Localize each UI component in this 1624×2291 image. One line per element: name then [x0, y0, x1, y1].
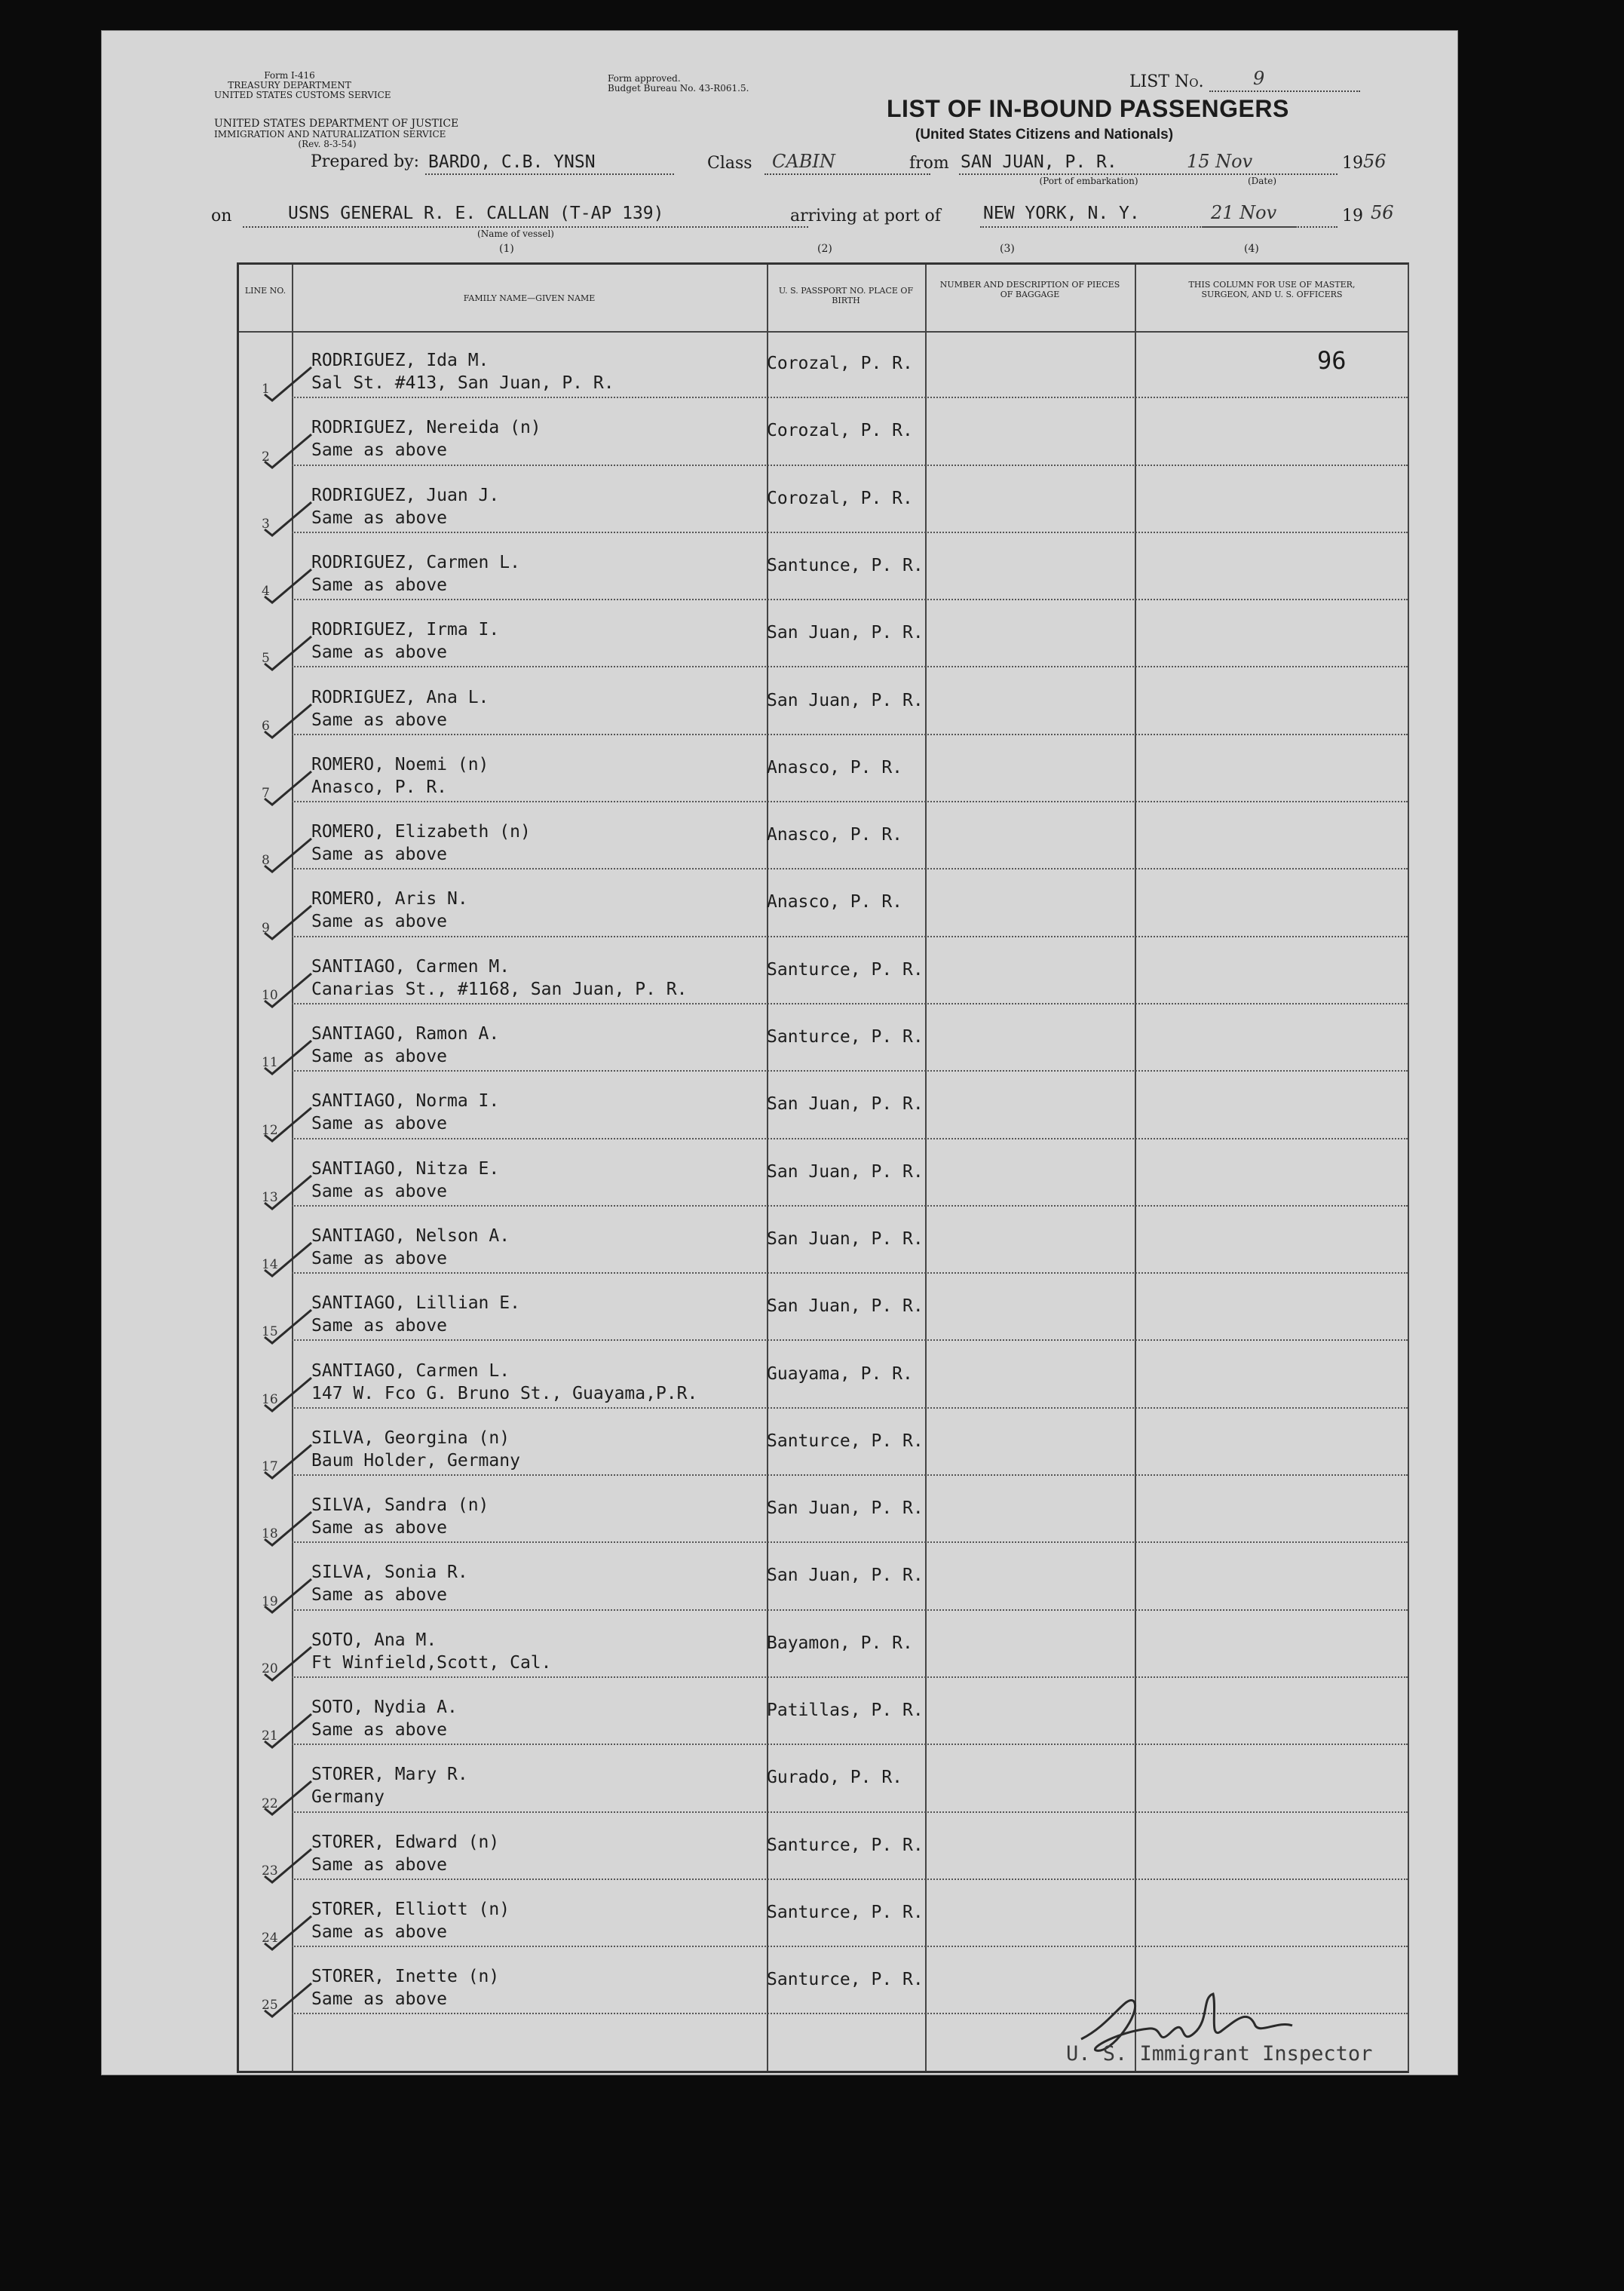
- place-of-birth: Santurce, P. R.: [767, 1431, 924, 1451]
- table-row: [239, 600, 1408, 667]
- table-row: [239, 1611, 1408, 1678]
- table-row: [239, 668, 1408, 735]
- revision-date: (Rev. 8-3-54): [298, 139, 357, 149]
- form-approved: Form approved.: [608, 73, 681, 84]
- line-number: 14: [262, 1257, 278, 1273]
- passenger-name: RODRIGUEZ, Nereida (n): [311, 418, 541, 438]
- class-line: [765, 173, 930, 175]
- prepared-by-line: [425, 173, 674, 175]
- class-value: CABIN: [772, 151, 835, 172]
- line-number: 5: [262, 651, 270, 667]
- check-mark-icon: [262, 768, 314, 806]
- passenger-address: Same as above: [311, 1047, 448, 1066]
- passenger-name: SILVA, Georgina (n): [311, 1428, 510, 1448]
- check-mark-icon: [262, 1105, 314, 1142]
- passenger-name: RODRIGUEZ, Ida M.: [311, 351, 489, 370]
- ins-service: IMMIGRATION AND NATURALIZATION SERVICE: [214, 129, 446, 140]
- passenger-address: Same as above: [311, 912, 448, 932]
- place-of-birth: Bayamon, P. R.: [767, 1633, 913, 1653]
- passenger-name: STORER, Elliott (n): [311, 1899, 510, 1919]
- arrival-date-line: [1202, 226, 1338, 228]
- place-of-birth: Guayama, P. R.: [767, 1363, 913, 1384]
- passenger-table: [237, 262, 1409, 2073]
- place-of-birth: Patillas, P. R.: [767, 1701, 924, 1720]
- passenger-address: Same as above: [311, 643, 448, 663]
- passenger-address: Canarias St., #1168, San Juan, P. R.: [311, 979, 688, 999]
- passenger-address: Same as above: [311, 1921, 448, 1942]
- passenger-address: Same as above: [311, 1181, 448, 1201]
- check-mark-icon: [262, 1711, 314, 1749]
- passenger-address: Same as above: [311, 1989, 448, 2010]
- table-row: [239, 331, 1408, 398]
- line-number: 23: [262, 1863, 278, 1878]
- passenger-name: STORER, Inette (n): [311, 1967, 500, 1987]
- arriving-label: arriving at port of: [790, 207, 941, 225]
- place-of-birth: San Juan, P. R.: [767, 623, 924, 643]
- inspector-stamp: U. S. Immigrant Inspector: [1066, 2042, 1373, 2066]
- passenger-address: Same as above: [311, 1114, 448, 1134]
- place-of-birth: Santurce, P. R.: [767, 959, 924, 980]
- header-line-no: LINE NO.: [244, 286, 286, 296]
- place-of-birth: Anasco, P. R.: [767, 892, 903, 912]
- table-row: [239, 1274, 1408, 1341]
- officer-note: 96: [1317, 346, 1347, 375]
- check-mark-icon: [262, 1442, 314, 1480]
- check-mark-icon: [262, 1846, 314, 1884]
- budget-bureau: Budget Bureau No. 43-R061.5.: [608, 83, 749, 94]
- table-row: [239, 1880, 1408, 1947]
- passenger-name: ROMERO, Elizabeth (n): [311, 822, 531, 842]
- column-number-4: (4): [1244, 243, 1259, 255]
- place-of-birth: Gurado, P. R.: [767, 1768, 903, 1788]
- header-officers: THIS COLUMN FOR USE OF MASTER, SURGEON, AND U. S. OFFICERS: [1188, 280, 1356, 299]
- passenger-address: Ft Winfield,Scott, Cal.: [311, 1652, 552, 1673]
- arrival-year-prefix: 19: [1342, 207, 1363, 225]
- agency-block: [214, 70, 391, 100]
- table-row: [239, 1409, 1408, 1476]
- place-of-birth: San Juan, P. R.: [767, 1228, 924, 1249]
- check-mark-icon: [262, 701, 314, 739]
- table-row: [239, 802, 1408, 869]
- table-row: [239, 466, 1408, 533]
- column-number-1: (1): [499, 243, 514, 255]
- depart-year-value: 56: [1363, 151, 1387, 172]
- check-mark-icon: [262, 903, 314, 940]
- check-mark-icon: [262, 1038, 314, 1075]
- place-of-birth: Corozal, P. R.: [767, 354, 913, 373]
- from-label: from: [909, 154, 949, 173]
- passenger-name: SANTIAGO, Ramon A.: [311, 1024, 500, 1044]
- line-number: 20: [262, 1661, 278, 1676]
- place-of-birth: Corozal, P. R.: [767, 421, 913, 441]
- form-number: Form I-416: [264, 70, 315, 81]
- passenger-name: RODRIGUEZ, Irma I.: [311, 620, 500, 640]
- table-row: [239, 1207, 1408, 1274]
- table-row: [239, 1476, 1408, 1543]
- page-title: LIST OF IN-BOUND PASSENGERS: [887, 95, 1289, 122]
- passenger-address: Same as above: [311, 1316, 448, 1336]
- depart-year-prefix: 19: [1342, 154, 1363, 173]
- prepared-by-label: Prepared by:: [311, 152, 420, 171]
- column-number-3: (3): [1000, 243, 1015, 255]
- approval-block: [608, 74, 749, 94]
- check-mark-icon: [262, 1576, 314, 1614]
- passenger-address: Sal St. #413, San Juan, P. R.: [311, 373, 614, 393]
- place-of-birth: Santurce, P. R.: [767, 1835, 924, 1855]
- place-of-birth: Santurce, P. R.: [767, 1970, 924, 1990]
- table-row: [239, 735, 1408, 802]
- passenger-address: Same as above: [311, 575, 448, 595]
- passenger-name: SANTIAGO, Carmen L.: [311, 1360, 510, 1381]
- line-number: 17: [262, 1459, 278, 1475]
- passenger-address: Same as above: [311, 508, 448, 528]
- passenger-address: Baum Holder, Germany: [311, 1450, 520, 1471]
- passenger-address: Same as above: [311, 1585, 448, 1606]
- from-value: SAN JUAN, P. R.: [961, 152, 1117, 172]
- list-no-label: LIST No.: [1129, 72, 1204, 91]
- line-number: 7: [262, 786, 270, 802]
- line-number: 21: [262, 1728, 278, 1744]
- line-number: 10: [262, 987, 278, 1003]
- check-mark-icon: [262, 566, 314, 604]
- passenger-address: 147 W. Fco G. Bruno St., Guayama,P.R.: [311, 1383, 698, 1403]
- passenger-address: Same as above: [311, 1854, 448, 1875]
- line-number: 16: [262, 1391, 278, 1407]
- page-subtitle: (United States Citizens and Nationals): [915, 127, 1174, 143]
- place-of-birth: Santurce, P. R.: [767, 1027, 924, 1047]
- passenger-address: Same as above: [311, 1720, 448, 1740]
- table-row: [239, 1678, 1408, 1745]
- arrival-port-value: NEW YORK, N. Y.: [983, 204, 1140, 223]
- place-of-birth: San Juan, P. R.: [767, 1498, 924, 1519]
- on-label: on: [211, 207, 232, 225]
- place-of-birth: Santunce, P. R.: [767, 555, 924, 575]
- table-row: [239, 1745, 1408, 1812]
- check-mark-icon: [262, 499, 314, 537]
- line-number: 25: [262, 1998, 278, 2013]
- header-name: FAMILY NAME—GIVEN NAME: [463, 293, 596, 303]
- table-row: [239, 533, 1408, 600]
- justice-block: [214, 118, 459, 149]
- passenger-name: SANTIAGO, Norma I.: [311, 1091, 500, 1112]
- passenger-name: RODRIGUEZ, Ana L.: [311, 687, 489, 707]
- passenger-address: Same as above: [311, 440, 448, 461]
- line-number: 22: [262, 1796, 278, 1811]
- passenger-address: Same as above: [311, 1248, 448, 1268]
- check-mark-icon: [262, 1778, 314, 1816]
- place-of-birth: San Juan, P. R.: [767, 1161, 924, 1182]
- table-row: [239, 398, 1408, 465]
- customs-service: UNITED STATES CUSTOMS SERVICE: [214, 90, 391, 100]
- passenger-name: STORER, Mary R.: [311, 1765, 468, 1785]
- passenger-name: ROMERO, Aris N.: [311, 889, 468, 909]
- vessel-value: USNS GENERAL R. E. CALLAN (T-AP 139): [288, 204, 664, 223]
- place-of-birth: Santurce, P. R.: [767, 1902, 924, 1922]
- line-number: 1: [262, 382, 270, 397]
- check-mark-icon: [262, 431, 314, 469]
- line-number: 4: [262, 584, 270, 600]
- date-caption: (Date): [1247, 176, 1277, 186]
- passenger-name: SOTO, Ana M.: [311, 1630, 437, 1650]
- passenger-name: ROMERO, Noemi (n): [311, 754, 489, 774]
- table-row: [239, 1543, 1408, 1610]
- depart-date-line: [1179, 173, 1338, 175]
- passenger-address: Anasco, P. R.: [311, 777, 448, 797]
- class-label: Class: [707, 154, 752, 173]
- place-of-birth: San Juan, P. R.: [767, 1094, 924, 1115]
- passenger-name: SANTIAGO, Nitza E.: [311, 1158, 500, 1179]
- table-row: [239, 937, 1408, 1004]
- justice-dept: UNITED STATES DEPARTMENT OF JUSTICE: [214, 118, 459, 130]
- check-mark-icon: [262, 1173, 314, 1210]
- passenger-name: STORER, Edward (n): [311, 1832, 500, 1852]
- column-number-2: (2): [817, 243, 832, 255]
- check-mark-icon: [262, 836, 314, 873]
- passenger-name: RODRIGUEZ, Carmen L.: [311, 552, 520, 572]
- place-of-birth: Anasco, P. R.: [767, 757, 903, 777]
- place-of-birth: San Juan, P. R.: [767, 1296, 924, 1317]
- prepared-by-value: BARDO, C.B. YNSN: [428, 152, 596, 172]
- line-number: 13: [262, 1189, 278, 1205]
- check-mark-icon: [262, 1307, 314, 1345]
- line-number: 12: [262, 1122, 278, 1138]
- vessel-line: [243, 226, 808, 228]
- passenger-name: SANTIAGO, Nelson A.: [311, 1225, 510, 1246]
- passenger-name: SANTIAGO, Carmen M.: [311, 956, 510, 977]
- table-row: [239, 1813, 1408, 1880]
- check-mark-icon: [262, 1980, 314, 2018]
- place-of-birth: San Juan, P. R.: [767, 1566, 924, 1586]
- line-number: 6: [262, 718, 270, 734]
- check-mark-icon: [262, 1509, 314, 1547]
- depart-date-value: 15 Nov: [1187, 151, 1253, 172]
- arrival-date-value: 21 Nov: [1211, 202, 1277, 223]
- list-no-line: [1209, 90, 1360, 92]
- line-number: 11: [262, 1055, 278, 1071]
- line-number: 24: [262, 1931, 278, 1946]
- passenger-name: SILVA, Sonia R.: [311, 1563, 468, 1583]
- line-number: 18: [262, 1526, 278, 1542]
- port-caption: (Port of embarkation): [1039, 176, 1138, 186]
- place-of-birth: Corozal, P. R.: [767, 488, 913, 508]
- table-row: [239, 1004, 1408, 1072]
- check-mark-icon: [262, 1644, 314, 1682]
- list-no-value: 9: [1253, 68, 1265, 89]
- check-mark-icon: [262, 971, 314, 1008]
- line-number: 8: [262, 853, 270, 869]
- table-row: [239, 1072, 1408, 1139]
- passenger-name: SOTO, Nydia A.: [311, 1698, 458, 1717]
- check-mark-icon: [262, 633, 314, 671]
- vessel-caption: (Name of vessel): [477, 228, 554, 239]
- check-mark-icon: [262, 1240, 314, 1277]
- passenger-address: Germany: [311, 1787, 385, 1808]
- line-number: 3: [262, 516, 270, 532]
- header-baggage: NUMBER AND DESCRIPTION OF PIECES OF BAGGAGE: [939, 280, 1120, 299]
- passenger-address: Same as above: [311, 710, 448, 730]
- line-number: 15: [262, 1324, 278, 1340]
- place-of-birth: San Juan, P. R.: [767, 690, 924, 710]
- table-row: [239, 1139, 1408, 1207]
- place-of-birth: Anasco, P. R.: [767, 825, 903, 845]
- line-number: 19: [262, 1593, 278, 1609]
- manifest-page: [101, 30, 1458, 2075]
- line-number: 2: [262, 449, 270, 465]
- treasury-dept: TREASURY DEPARTMENT: [228, 80, 351, 90]
- check-mark-icon: [262, 1913, 314, 1951]
- header-passport: U. S. PASSPORT NO. PLACE OF BIRTH: [778, 286, 914, 305]
- arrival-year-value: 56: [1371, 202, 1394, 223]
- passenger-name: SILVA, Sandra (n): [311, 1495, 489, 1516]
- check-mark-icon: [262, 364, 314, 402]
- table-row: [239, 869, 1408, 937]
- passenger-name: SANTIAGO, Lillian E.: [311, 1293, 520, 1314]
- passenger-address: Same as above: [311, 1518, 448, 1538]
- passenger-address: Same as above: [311, 845, 448, 865]
- line-number: 9: [262, 920, 270, 936]
- table-row: [239, 1342, 1408, 1409]
- passenger-name: RODRIGUEZ, Juan J.: [311, 485, 500, 505]
- check-mark-icon: [262, 1375, 314, 1412]
